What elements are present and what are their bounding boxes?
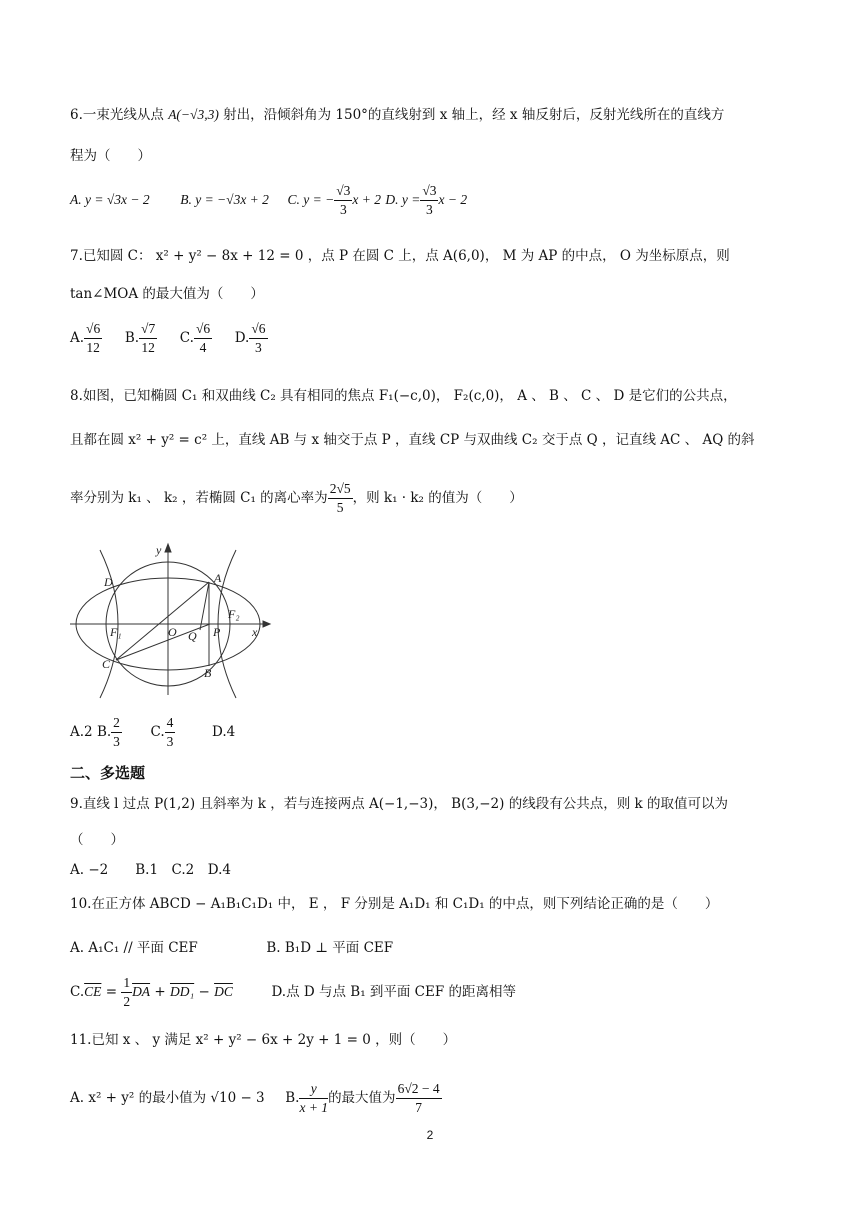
frac-num: 6√2 − 4 xyxy=(396,1080,442,1099)
q11-options xyxy=(70,1078,442,1118)
frac-den: 7 xyxy=(415,1100,422,1115)
y-axis-arrow xyxy=(165,544,171,552)
frac-num: y xyxy=(299,1080,328,1099)
label-y: y xyxy=(156,543,162,557)
q10-eq: = xyxy=(101,984,122,1000)
q8-option-d: D.4 xyxy=(211,724,236,740)
frac-den: 12 xyxy=(86,340,100,355)
q8-option-a: A.2 xyxy=(70,724,93,740)
q7-option-d-label: D. xyxy=(234,330,250,346)
label-f1: F₁ xyxy=(110,625,122,639)
q6-option-b: B. y = −√3x + 2 xyxy=(180,192,269,207)
label-p: P xyxy=(213,625,221,639)
label-q: Q xyxy=(188,629,197,643)
frac-num: √7 xyxy=(139,320,157,339)
q6-options xyxy=(70,180,467,220)
frac-den: 3 xyxy=(339,202,347,217)
label-d: D xyxy=(104,575,113,589)
frac-num: √3 xyxy=(420,182,438,201)
q6-line2: 程为（ ） xyxy=(70,148,151,164)
q7-option-b-frac xyxy=(139,320,157,357)
q6-text-b: 射出，沿倾斜角为 150°的直线射到 x 轴上，经 x 轴反射后，反射光线所在的直线方 xyxy=(223,107,725,123)
q8-option-b-frac xyxy=(111,714,122,751)
vector-ce: $\overline{CE}$ xyxy=(84,984,102,999)
frac-den: 12 xyxy=(141,340,155,355)
vector-dc: $\overline{DC}$ xyxy=(214,984,233,999)
section-heading: 二、多选题 xyxy=(70,764,146,782)
q7-option-b-label: B. xyxy=(124,330,140,346)
q8-line1: 8.如图，已知椭圆 C₁ 和双曲线 C₂ 具有相同的焦点 F₁(−c,0)， F₂(c,0)， A 、 B 、 C 、 D 是它们的公共点， xyxy=(70,388,737,404)
frac-den: 2 xyxy=(123,994,131,1009)
q6-option-c-post: x + 2 xyxy=(352,192,382,207)
q9-options: A. −2 B.1 C.2 D.4 xyxy=(70,862,231,878)
q7-option-a-frac xyxy=(84,320,102,357)
frac-den: x + 1 xyxy=(299,1100,329,1115)
q6-option-d-frac xyxy=(420,182,438,219)
frac-den: 3 xyxy=(426,202,433,217)
q7-option-c-label: C. xyxy=(179,330,194,346)
label-c: C xyxy=(102,657,111,671)
q8-option-b-label: B. xyxy=(96,724,112,740)
q7-options xyxy=(70,318,268,358)
q10-half-frac xyxy=(121,974,132,1011)
q9-line1: 9.直线 l 过点 P(1,2) 且斜率为 k ，若与连接两点 A(−1,−3)， B(3,−2) 的线段有公共点，则 k 的取值可以为 xyxy=(70,796,728,812)
q6-line1 xyxy=(70,105,724,125)
x-axis-arrow xyxy=(263,621,270,627)
label-x: x xyxy=(252,625,258,639)
q10-options-cd xyxy=(70,972,516,1012)
frac-num: √3 xyxy=(334,182,352,201)
vector-da: $\overline{DA}$ xyxy=(132,984,151,999)
frac-num: 1 xyxy=(121,974,132,993)
label-f2: F₂ xyxy=(228,607,240,621)
q10-plus: + xyxy=(150,984,170,1000)
q8-ecc-frac xyxy=(328,480,353,517)
q10-option-b: B. B₁D ⊥ 平面 CEF xyxy=(266,940,394,956)
frac-num: √6 xyxy=(249,320,267,339)
frac-den: 3 xyxy=(255,340,262,355)
vector-dd1: DD₁ xyxy=(169,984,195,999)
q8-options xyxy=(70,712,235,752)
line-aq xyxy=(200,582,209,630)
q6-option-d-pre: D. y = xyxy=(385,192,421,207)
frac-num: √6 xyxy=(194,320,212,339)
frac-num: 2 xyxy=(111,714,122,733)
q11-line1: 11.已知 x 、 y 满足 x² + y² − 6x + 2y + 1 = 0 ，则（ ） xyxy=(70,1032,457,1048)
frac-den: 4 xyxy=(199,340,207,355)
frac-den: 5 xyxy=(336,500,344,515)
q10-option-c-label: C. xyxy=(70,984,85,1000)
q10-minus: − xyxy=(194,984,215,1000)
q8-option-c-frac xyxy=(165,714,176,751)
frac-num: √6 xyxy=(84,320,102,339)
q6-option-c-pre: C. y = − xyxy=(287,192,335,207)
frac-num: 4 xyxy=(165,714,176,733)
page-number: 2 xyxy=(426,1128,434,1142)
q11-option-b-label: B. xyxy=(285,1090,300,1106)
q6-option-d-post: x − 2 xyxy=(438,192,468,207)
label-a: A xyxy=(214,571,222,585)
q10-option-d: D.点 D 与点 B₁ 到平面 CEF 的距离相等 xyxy=(271,984,517,1000)
line-ac xyxy=(116,582,209,660)
label-b: B xyxy=(204,666,212,680)
q11-option-b-frac xyxy=(299,1080,328,1117)
frac-den: 3 xyxy=(166,734,174,749)
q7-line1: 7.已知圆 C： x² + y² − 8x + 12 = 0 ，点 P 在圆 C 上，点 A(6,0)， M 为 AP 的中点， O 为坐标原点，则 xyxy=(70,248,730,264)
q8-line2: 且都在圆 x² + y² = c² 上，直线 AB 与 x 轴交于点 P ，直线 CP 与双曲线 C₂ 交于点 Q ，记直线 AC 、 AQ 的斜 xyxy=(70,432,755,448)
q8-option-c-label: C. xyxy=(150,724,165,740)
q7-option-a-label: A. xyxy=(70,330,85,346)
q8-line3 xyxy=(70,478,523,518)
q6-text-a: 6.一束光线从点 xyxy=(70,107,164,123)
frac-den: 3 xyxy=(113,734,120,749)
q11-option-a: A. x² + y² 的最小值为 √10 − 3 xyxy=(70,1090,265,1106)
label-o: O xyxy=(168,625,177,639)
q10-line1: 10.在正方体 ABCD − A₁B₁C₁D₁ 中， E ， F 分别是 A₁D₁ 和 C₁D₁ 的中点，则下列结论正确的是（ ） xyxy=(70,896,719,912)
q7-line2: tan∠MOA 的最大值为（ ） xyxy=(70,286,264,302)
q10-option-a: A. A₁C₁ // 平面 CEF xyxy=(70,940,198,956)
q6-option-a: A. y = √3x − 2 xyxy=(70,192,150,207)
q8-line3-post: ，则 k₁ · k₂ 的值为（ ） xyxy=(352,490,523,506)
q7-option-c-frac xyxy=(194,320,212,357)
q11-option-b-mid: 的最大值为 xyxy=(328,1090,396,1106)
q6-option-c-frac xyxy=(334,182,352,219)
q8-line3-pre: 率分别为 k₁ 、 k₂ ，若椭圆 C₁ 的离心率为 xyxy=(70,490,328,506)
q10-options-ab xyxy=(70,938,393,958)
q7-option-d-frac xyxy=(249,320,267,357)
q6-point-a: A(−√3,3) xyxy=(168,107,219,122)
q11-option-b-value-frac xyxy=(396,1080,442,1117)
ellipse-hyperbola-figure xyxy=(70,540,280,700)
frac-num: 2√5 xyxy=(328,480,353,499)
q9-line2: （ ） xyxy=(70,832,124,848)
